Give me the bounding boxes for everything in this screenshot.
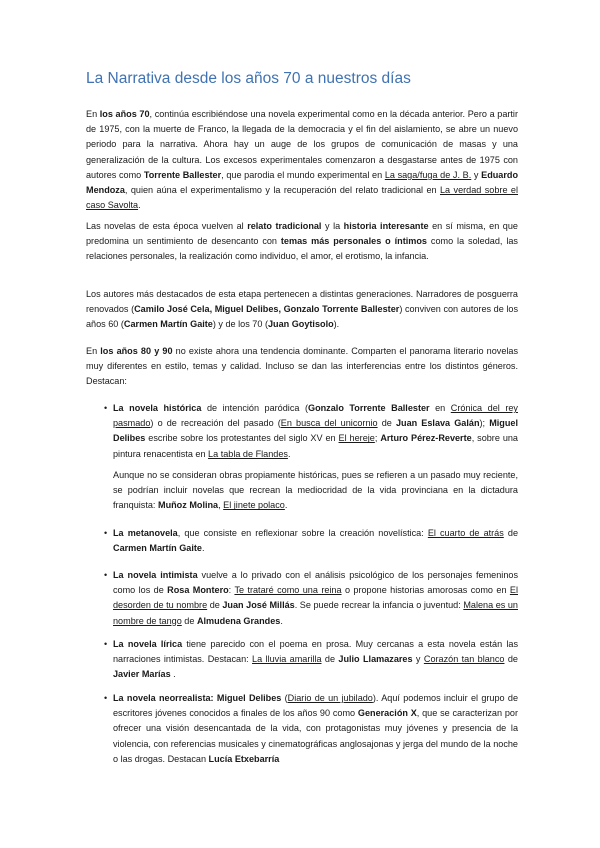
bullet-icon: • xyxy=(104,639,108,649)
list-item-historical-note: Aunque no se consideran obras propiamente históricas, pues se refieren a un pasado muy reciente, se podrían incluir novelas que recrean la mediocridad de la vida provinciana en la dictadura franquista: Muñoz Molina, El jinete polaco. xyxy=(113,470,518,511)
list-item-neorealist-novel: • La novela neorrealista: Miguel Delibes (Diario de un jubilado). Aquí podemos incluir el grupo de escritores jóvenes conocidos a finales de los años 90 como Generación X, que se caracterizan por ofrecer una visión desencantada de la vida, con protagonistas muy jóvenes y presencia de la violencia, con referencias musicales y cinematográficas anglosajonas y jerga del mundo de la noche o las drogas. Destacan Lucía Etxebarría xyxy=(104,693,518,764)
book-title: Te trataré como una reina xyxy=(234,585,342,596)
paragraph-decade-70: En los años 70, continúa escribiéndose una novela experimental como en la década anterior. Pero a partir de 1975, con la muerte de Franco, la llegada de la democracia y el fin del aislamiento, se abre un nuevo periodo para la narrativa. Ahora hay un auge de los grupos de comunicación de masas y una generalización de la cultura. Los excesos experimentales comenzaron a desgastarse antes de 1975 con autores como Torrente Ballester, que parodia el mundo experimental en La saga/fuga de J. B. y Eduardo Mendoza, quien aúna el experimentalismo y la recuperación del relato tradicional en La verdad sobre el caso Savolta. xyxy=(86,109,519,211)
list-item-metanovel: • La metanovela, que consiste en reflexionar sobre la creación novelística: El cuarto de atrás de Carmen Martín Gaite. xyxy=(104,528,518,554)
list-item-lyrical-novel: • La novela lírica tiene parecido con el poema en prosa. Muy cercanas a esta novela están las narraciones intimistas. Destacan: La lluvia amarilla de Julio Llamazares y Corazón tan blanco de Javier Marías . xyxy=(104,639,518,680)
paragraph-themes: Las novelas de esta época vuelven al relato tradicional y la historia interesante en sí misma, en que predomina un sentimiento de desencanto con temas más personales o íntimos como la soledad, las relaciones personales, la realización como individuo, el amor, el erotismo, la infancia. xyxy=(86,221,518,262)
book-title: El jinete polaco xyxy=(223,500,285,511)
book-title: Malena es un nombre de tango xyxy=(113,600,518,626)
book-title: En busca del unicornio xyxy=(280,418,378,429)
bullet-icon: • xyxy=(104,693,108,703)
paragraph-decades-80-90: En los años 80 y 90 no existe ahora una tendencia dominante. Comparten el panorama literario novelas muy diferentes en estilo, temas y calidad. Incluso se dan las interferencias entre los distintos géneros. Destacan: xyxy=(86,346,519,387)
paragraph-authors: Los autores más destacados de esta etapa pertenecen a distintas generaciones. Narradores de posguerra renovados (Camilo José Cela, Miguel Delibes, Gonzalo Torrente Ballester) conviven con autores de los años 60 (Carmen Martín Gaite) y de los 70 (Juan Goytisolo). xyxy=(86,289,518,330)
book-title: Crónica del rey pasmado xyxy=(113,403,518,429)
book-title: Diario de un jubilado xyxy=(287,693,373,703)
list-item-historical-novel: • La novela histórica de intención paródica (Gonzalo Torrente Ballester en Crónica del rey pasmado) o de recreación del pasado (En busca del unicornio de Juan Eslava Galán); Miguel Delibes escribe sobre los protestantes del siglo XV en El hereje; Arturo Pérez-Reverte, sobre una pintura renacentista en La tabla de Flandes. xyxy=(104,403,518,459)
book-title: El hereje xyxy=(338,433,375,444)
bullet-icon: • xyxy=(104,403,108,413)
list-item-intimist-novel: • La novela intimista vuelve a lo privado con el análisis psicológico de los personajes femeninos como los de Rosa Montero: Te trataré como una reina o propone historias amorosas como en El desorden de tu nombre de Juan José Millás. Se puede recrear la infancia o juventud: Malena es un nombre de tango de Almudena Grandes. xyxy=(104,570,518,626)
bullet-icon: • xyxy=(104,570,108,580)
book-title: El desorden de tu nombre xyxy=(113,585,518,611)
book-title: La verdad sobre el caso Savolta xyxy=(86,185,519,211)
page-title: La Narrativa desde los años 70 a nuestros días xyxy=(86,70,411,87)
book-title: La lluvia amarilla xyxy=(252,654,322,665)
bullet-icon: • xyxy=(104,528,108,538)
book-title: La tabla de Flandes xyxy=(208,448,288,459)
book-title: El cuarto de atrás xyxy=(427,528,504,538)
book-title: La saga/fuga de J. B. xyxy=(384,169,472,180)
book-title: Corazón tan blanco xyxy=(423,654,505,665)
